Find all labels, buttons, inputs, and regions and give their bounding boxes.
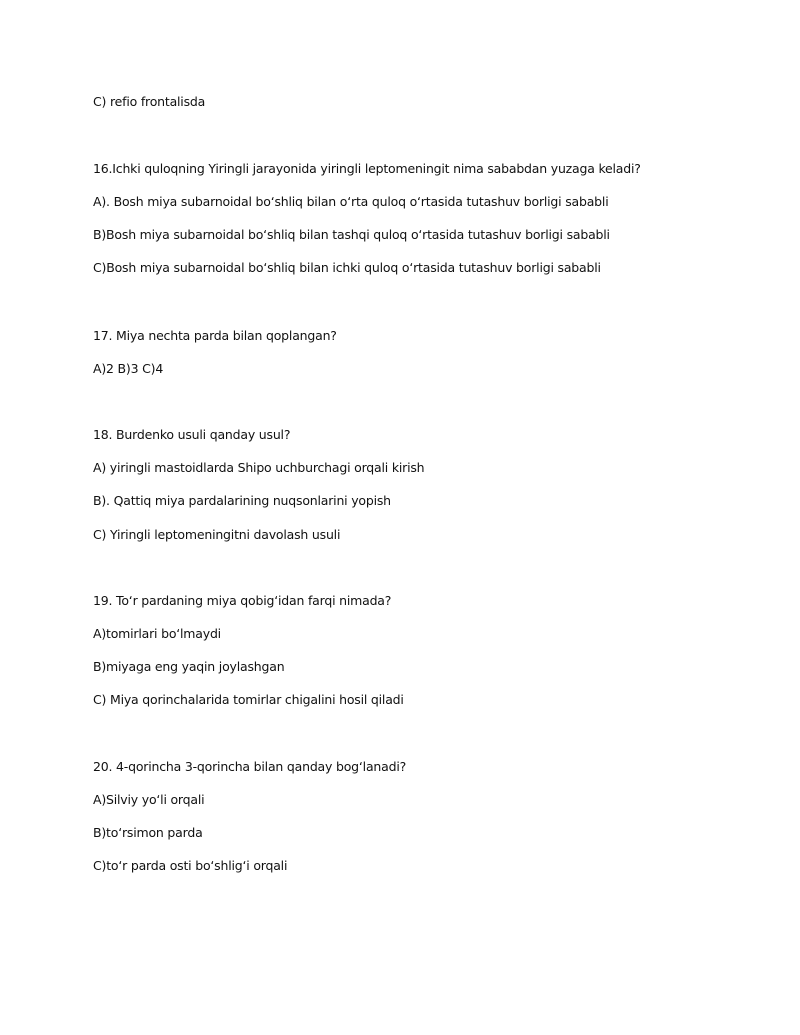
question-19: 19. To‘r pardaning miya qobig‘idan farqi nimada? bbox=[93, 593, 392, 608]
question-18: 18. Burdenko usuli qanday usul? bbox=[93, 427, 291, 442]
answer-18-a: A) yiringli mastoidlarda Shipo uchburchagi orqali kirish bbox=[93, 460, 425, 475]
answer-16-b: B)Bosh miya subarnoidal bo‘shliq bilan tashqi quloq o‘rtasida tutashuv borligi sababli bbox=[93, 227, 610, 242]
answer-16-a: A). Bosh miya subarnoidal bo‘shliq bilan o‘rta quloq o‘rtasida tutashuv borligi sababli bbox=[93, 194, 609, 209]
answer-18-b: B). Qattiq miya pardalarining nuqsonlarini yopish bbox=[93, 493, 391, 508]
question-17: 17. Miya nechta parda bilan qoplangan? bbox=[93, 328, 337, 343]
question-16: 16.Ichki quloqning Yiringli jarayonida yiringli leptomeningit nima sababdan yuzaga keladi? bbox=[93, 161, 641, 176]
answers-17: A)2 B)3 C)4 bbox=[93, 361, 164, 376]
answer-19-c: C) Miya qorinchalarida tomirlar chigalini hosil qiladi bbox=[93, 692, 404, 707]
answer-20-b: B)to‘rsimon parda bbox=[93, 825, 203, 840]
answer-20-a: A)Silviy yo‘li orqali bbox=[93, 792, 205, 807]
question-20: 20. 4-qorincha 3-qorincha bilan qanday bog‘lanadi? bbox=[93, 759, 407, 774]
answer-19-a: A)tomirlari bo‘lmaydi bbox=[93, 626, 221, 641]
answer-15-c: C) refio frontalisda bbox=[93, 94, 206, 109]
answer-18-c: C) Yiringli leptomeningitni davolash usuli bbox=[93, 527, 341, 542]
answer-19-b: B)miyaga eng yaqin joylashgan bbox=[93, 659, 285, 674]
answer-16-c: C)Bosh miya subarnoidal bo‘shliq bilan ichki quloq o‘rtasida tutashuv borligi sababli bbox=[93, 260, 601, 275]
answer-20-c: C)to‘r parda osti bo‘shlig‘i orqali bbox=[93, 858, 288, 873]
